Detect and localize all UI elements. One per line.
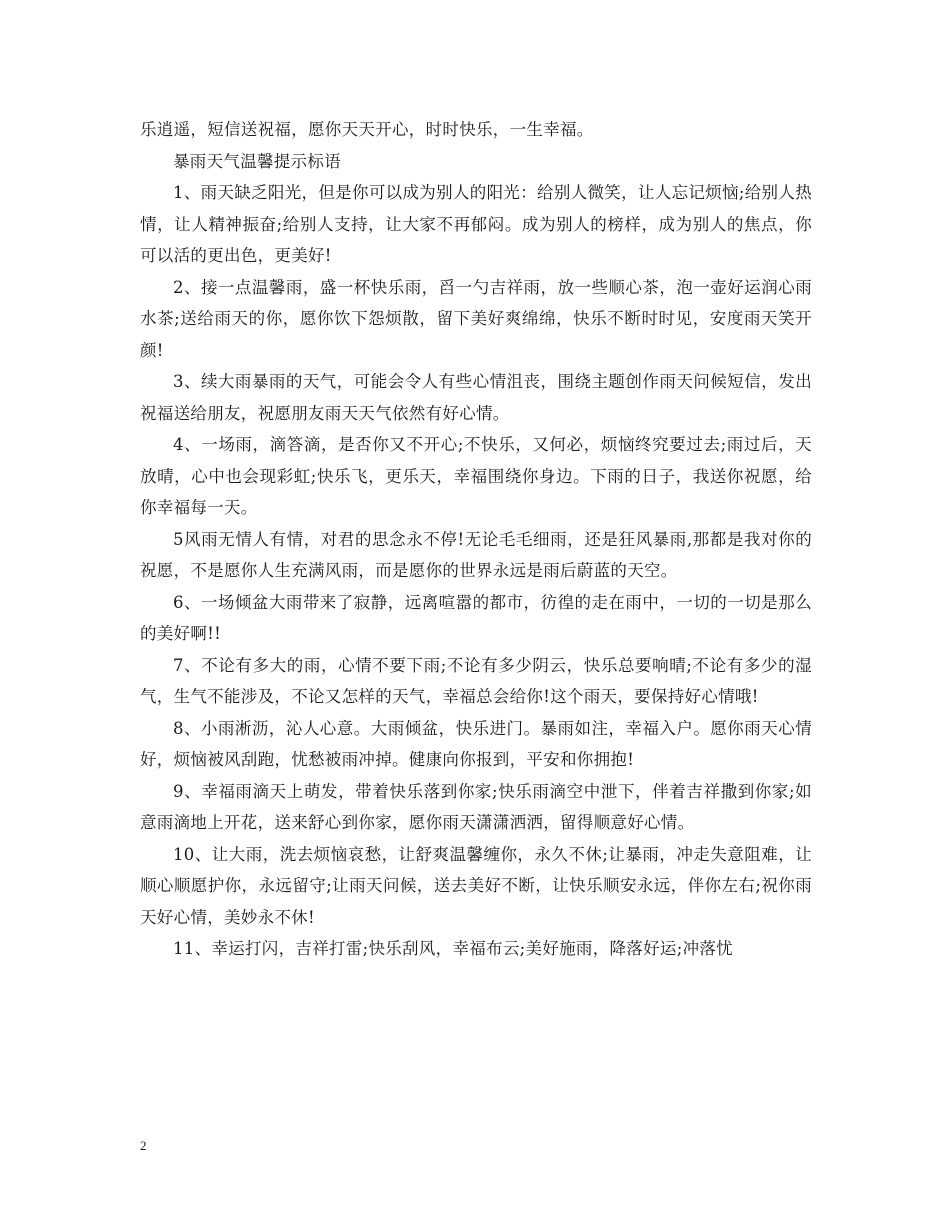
paragraph-item-3: 3、续大雨暴雨的天气，可能会令人有些心情沮丧，围绕主题创作雨天问候短信，发出祝福送给朋友，祝愿朋友雨天天气依然有好心情。 [140, 372, 812, 423]
section-heading: 暴雨天气温馨提示标语 [173, 151, 341, 171]
page-number: 2 [140, 1138, 147, 1153]
paragraph-item-1: 1、雨天缺乏阳光，但是你可以成为别人的阳光：给别人微笑，让人忘记烦恼;给别人热情，让人精神振奋;给别人支持，让大家不再郁闷。成为别人的榜样，成为别人的焦点，你可以活的更出色，更美好! [140, 183, 812, 265]
paragraph-continuation: 乐逍遥，短信送祝福，愿你天天开心，时时快乐，一生幸福。 [140, 120, 594, 139]
paragraph-item-5: 5风雨无情人有情，对君的思念永不停!无论毛毛细雨，还是狂风暴雨,那都是我对你的祝愿，不是愿你人生充满风雨，而是愿你的世界永远是雨后蔚蓝的天空。 [140, 529, 812, 580]
paragraph-item-9: 9、幸福雨滴天上萌发，带着快乐落到你家;快乐雨滴空中泄下，伴着吉祥撒到你家;如意雨滴地上开花，送来舒心到你家，愿你雨天潇潇洒洒，留得顺意好心情。 [140, 781, 812, 832]
paragraph-item-6: 6、一场倾盆大雨带来了寂静，远离喧嚣的都市，彷徨的走在雨中，一切的一切是那么的美好啊!! [140, 592, 812, 643]
paragraph-item-4: 4、一场雨，滴答滴，是否你又不开心;不快乐，又何必，烦恼终究要过去;雨过后，天放晴，心中也会现彩虹;快乐飞，更乐天，幸福围绕你身边。下雨的日子，我送你祝愿，给你幸福每一天。 [140, 435, 812, 517]
paragraph-item-2: 2、接一点温馨雨，盛一杯快乐雨，舀一勺吉祥雨，放一些顺心茶，泡一壶好运润心雨水茶;送给雨天的你，愿你饮下怨烦散，留下美好爽绵绵，快乐不断时时见，安度雨天笑开颜! [140, 277, 812, 360]
paragraph-item-11: 11、幸运打闪，吉祥打雷;快乐刮风，幸福布云;美好施雨，降落好运;冲落忧 [173, 939, 733, 958]
paragraph-item-10: 10、让大雨，洗去烦恼哀愁，让舒爽温馨缠你，永久不休;让暴雨，冲走失意阻难，让顺心顺愿护你，永远留守;让雨天问候，送去美好不断，让快乐顺安永远，伴你左右;祝你雨天好心情，美妙永不休! [140, 844, 812, 927]
document-body [140, 114, 812, 965]
paragraph-item-7: 7、不论有多大的雨，心情不要下雨;不论有多少阴云，快乐总要响晴;不论有多少的湿气，生气不能涉及，不论又怎样的天气，幸福总会给你!这个雨天，要保持好心情哦! [140, 655, 812, 706]
paragraph-item-8: 8、小雨淅沥，沁人心意。大雨倾盆，快乐进门。暴雨如注，幸福入户。愿你雨天心情好，烦恼被风刮跑，忧愁被雨冲掉。健康向你报到，平安和你拥抱! [140, 718, 812, 769]
